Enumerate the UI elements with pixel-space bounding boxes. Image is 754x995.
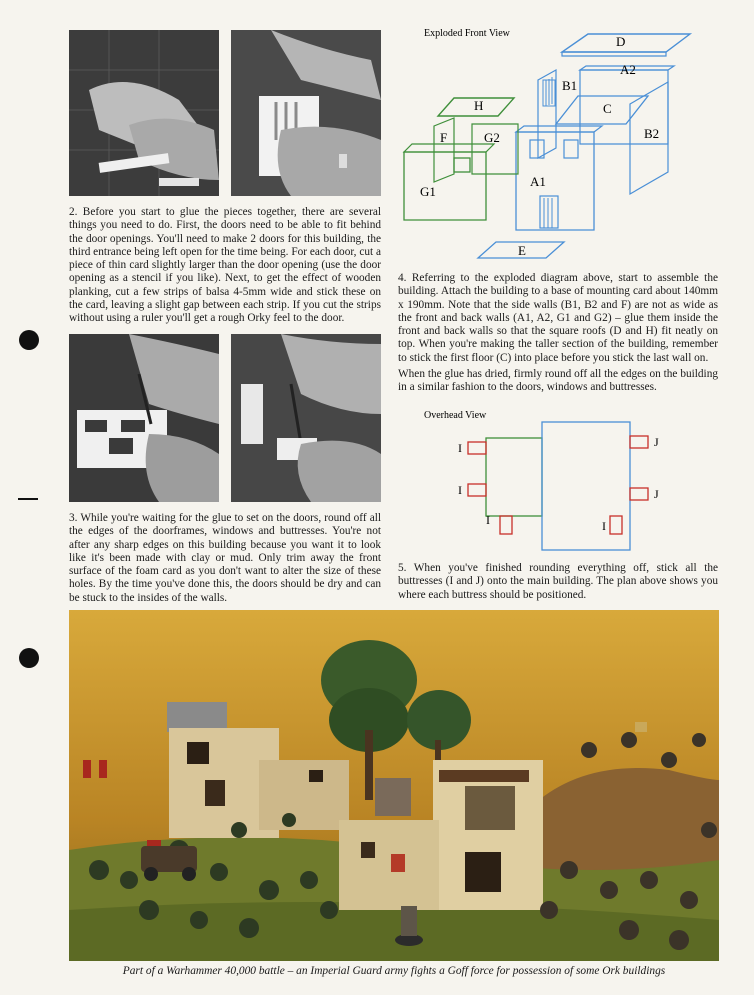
buttress-j-top [630,436,648,448]
binder-hole-top [19,330,39,350]
buttress-i-right [610,516,622,534]
buttress-i-low [500,516,512,534]
piece-f-wall [434,118,454,182]
battle-photo [69,610,719,961]
label-j-low: J [654,487,659,501]
photo-trimming-window [231,334,381,502]
label-f: F [440,130,448,145]
plan-large-section [542,422,630,550]
label-i-right: I [602,519,606,533]
photo-cutting-card [69,30,219,196]
label-b1: B1 [562,78,578,93]
buttress-i-top [468,442,486,454]
photo-card-strips [231,30,381,196]
step-3-text: 3. While you're waiting for the glue to set on the doors, round off all the edges of the doorframes, windows and buttresses. You're not after any sharp edges on this building because you want it to look like it's been made with clay or mud. Only trim away the front surface of the foam card as you don't want to alter the size of these holes. By the time you've done this, the doors should be dry and can be stuck to the insides of the walls. [69,512,381,604]
label-b2: B2 [644,126,660,141]
label-i-low: I [486,513,490,527]
piece-d-roof [562,34,690,52]
binder-hole-bottom [19,648,39,668]
label-i-mid: I [458,483,462,497]
plan-small-section [486,438,542,516]
piece-c-floor [556,96,648,124]
binder-tick [18,498,38,500]
label-h: H [474,98,484,113]
label-g2: G2 [484,130,500,145]
label-a2: A2 [620,62,636,77]
label-i-top: I [458,441,462,455]
step-2-text: 2. Before you start to glue the pieces together, there are several things you need to do. First, the doors need to be able to fit behind the door openings. You'll need to make 2 doors for this building, the third entrance being left open for the time being. For each door, cut a piece of thin card slightly larger than the door opening (use the door opening as a stencil if you like). Next, to get the effect of wooden planking, cut a few strips of balsa 4-5mm wide and stick these on the card, leaving a slight gap between each strip. If you cut the strips without using a ruler you'll get a rough Orky feel to the door. [69,206,381,325]
overhead-view-diagram [412,406,712,556]
exploded-view-title: Exploded Front View [424,28,510,39]
label-j-top: J [654,435,659,449]
step-4b-text: When the glue has dried, firmly round off all the edges on the building in a similar fashion to the doors, windows and buttresses. [398,368,718,394]
buttress-i-mid [468,484,486,496]
step-5-text: 5. When you've finished rounding everything off, stick all the buttresses (I and J) onto the main building. The plan above shows you where each buttress should be positioned. [398,562,718,601]
label-g1: G1 [420,184,436,199]
piece-b1-wall [538,70,556,158]
label-c: C [603,101,612,116]
buttress-j-low [630,488,648,500]
label-e: E [518,243,526,258]
overhead-view-title: Overhead View [424,410,487,421]
exploded-front-view-diagram [398,24,720,262]
piece-a1-wall [516,132,594,230]
photo-trimming-doorframe [69,334,219,502]
label-a1: A1 [530,174,546,189]
photo-caption: Part of a Warhammer 40,000 battle – an Imperial Guard army fights a Goff force for possession of some Ork buildings [122,965,666,977]
piece-g1-wall [404,152,486,220]
label-d: D [616,34,626,49]
step-4-text: 4. Referring to the exploded diagram above, start to assemble the building. Attach the building to a base of mounting card about 140mm x 190mm. Note that the side walls (B1, B2 and F) are not as wide as the front and back walls (A1, A2, G1 and G2) – glue them inside the front and back walls so that the square roofs (D and H) fit neatly on top. When you're making the taller section of the building, remember to stick the first floor (C) into place before you stick the last wall on. [398,272,718,364]
